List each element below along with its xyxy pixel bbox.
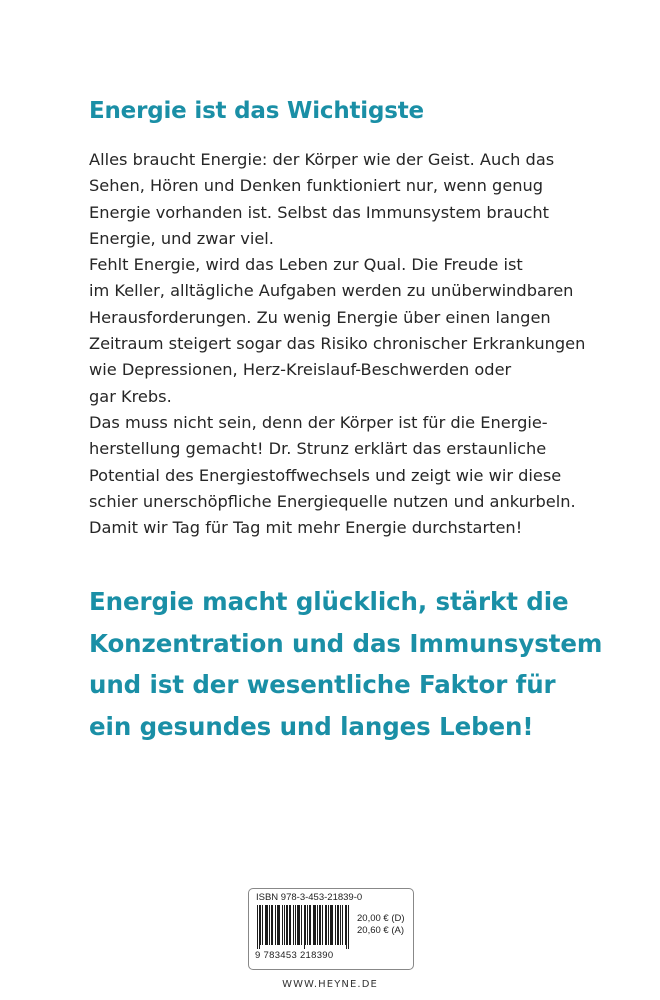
body-line: Alles braucht Energie: der Körper wie der Geist. Auch das xyxy=(89,150,555,169)
callout-line: Energie macht glücklich, stärkt die xyxy=(89,587,569,616)
barcode-box xyxy=(248,888,414,970)
callout xyxy=(89,581,603,747)
callout-line: und ist der wesentliche Faktor für xyxy=(89,670,556,700)
body-line: Damit wir Tag für Tag mit mehr Energie durchstarten! xyxy=(89,518,523,538)
price-austria: 20,60 € (A) xyxy=(357,925,404,936)
body-line: Sehen, Hören und Denken funktioniert nur, wenn genug xyxy=(89,176,544,196)
body-line: Energie, und zwar viel. xyxy=(89,228,274,248)
heading: Energie ist das Wichtigste xyxy=(89,98,424,124)
barcode-digits: 9 783453 218390 xyxy=(255,950,334,961)
body-line: Potential des Energiestoffwechsels und zeigt wie wir diese xyxy=(89,465,562,485)
body-text xyxy=(89,147,589,541)
callout-line: Konzentration und das Immunsystem xyxy=(89,628,603,658)
body-line: wie Depressionen, Herz-Kreislauf-Beschwerden oder xyxy=(89,360,512,380)
isbn-label: ISBN 978-3-453-21839-0 xyxy=(256,892,363,903)
price-block xyxy=(357,913,405,937)
body-line: herstellung gemacht! Dr. Strunz erklärt das erstaunliche xyxy=(89,439,547,459)
body-line: Zeitraum steigert sogar das Risiko chronischer Erkrankungen xyxy=(89,334,586,354)
callout-line: ein gesundes und langes Leben! xyxy=(89,711,534,741)
body-line: gar Krebs. xyxy=(89,386,172,406)
body-line: Herausforderungen. Zu wenig Energie über einen langen xyxy=(89,307,551,327)
body-line: Fehlt Energie, wird das Leben zur Qual. Die Freude ist xyxy=(89,255,523,275)
website-url: WWW.HEYNE.DE xyxy=(282,979,378,990)
barcode-image xyxy=(257,905,349,949)
body-line: Das muss nicht sein, denn der Körper ist für die Energie- xyxy=(89,412,548,432)
body-line: Energie vorhanden ist. Selbst das Immunsystem braucht xyxy=(89,202,550,222)
body-line: im Keller, alltägliche Aufgaben werden zu unüberwindbaren xyxy=(89,281,574,301)
body-line: schier unerschöpfliche Energiequelle nutzen und ankurbeln. xyxy=(89,491,576,511)
price-germany: 20,00 € (D) xyxy=(357,913,405,924)
